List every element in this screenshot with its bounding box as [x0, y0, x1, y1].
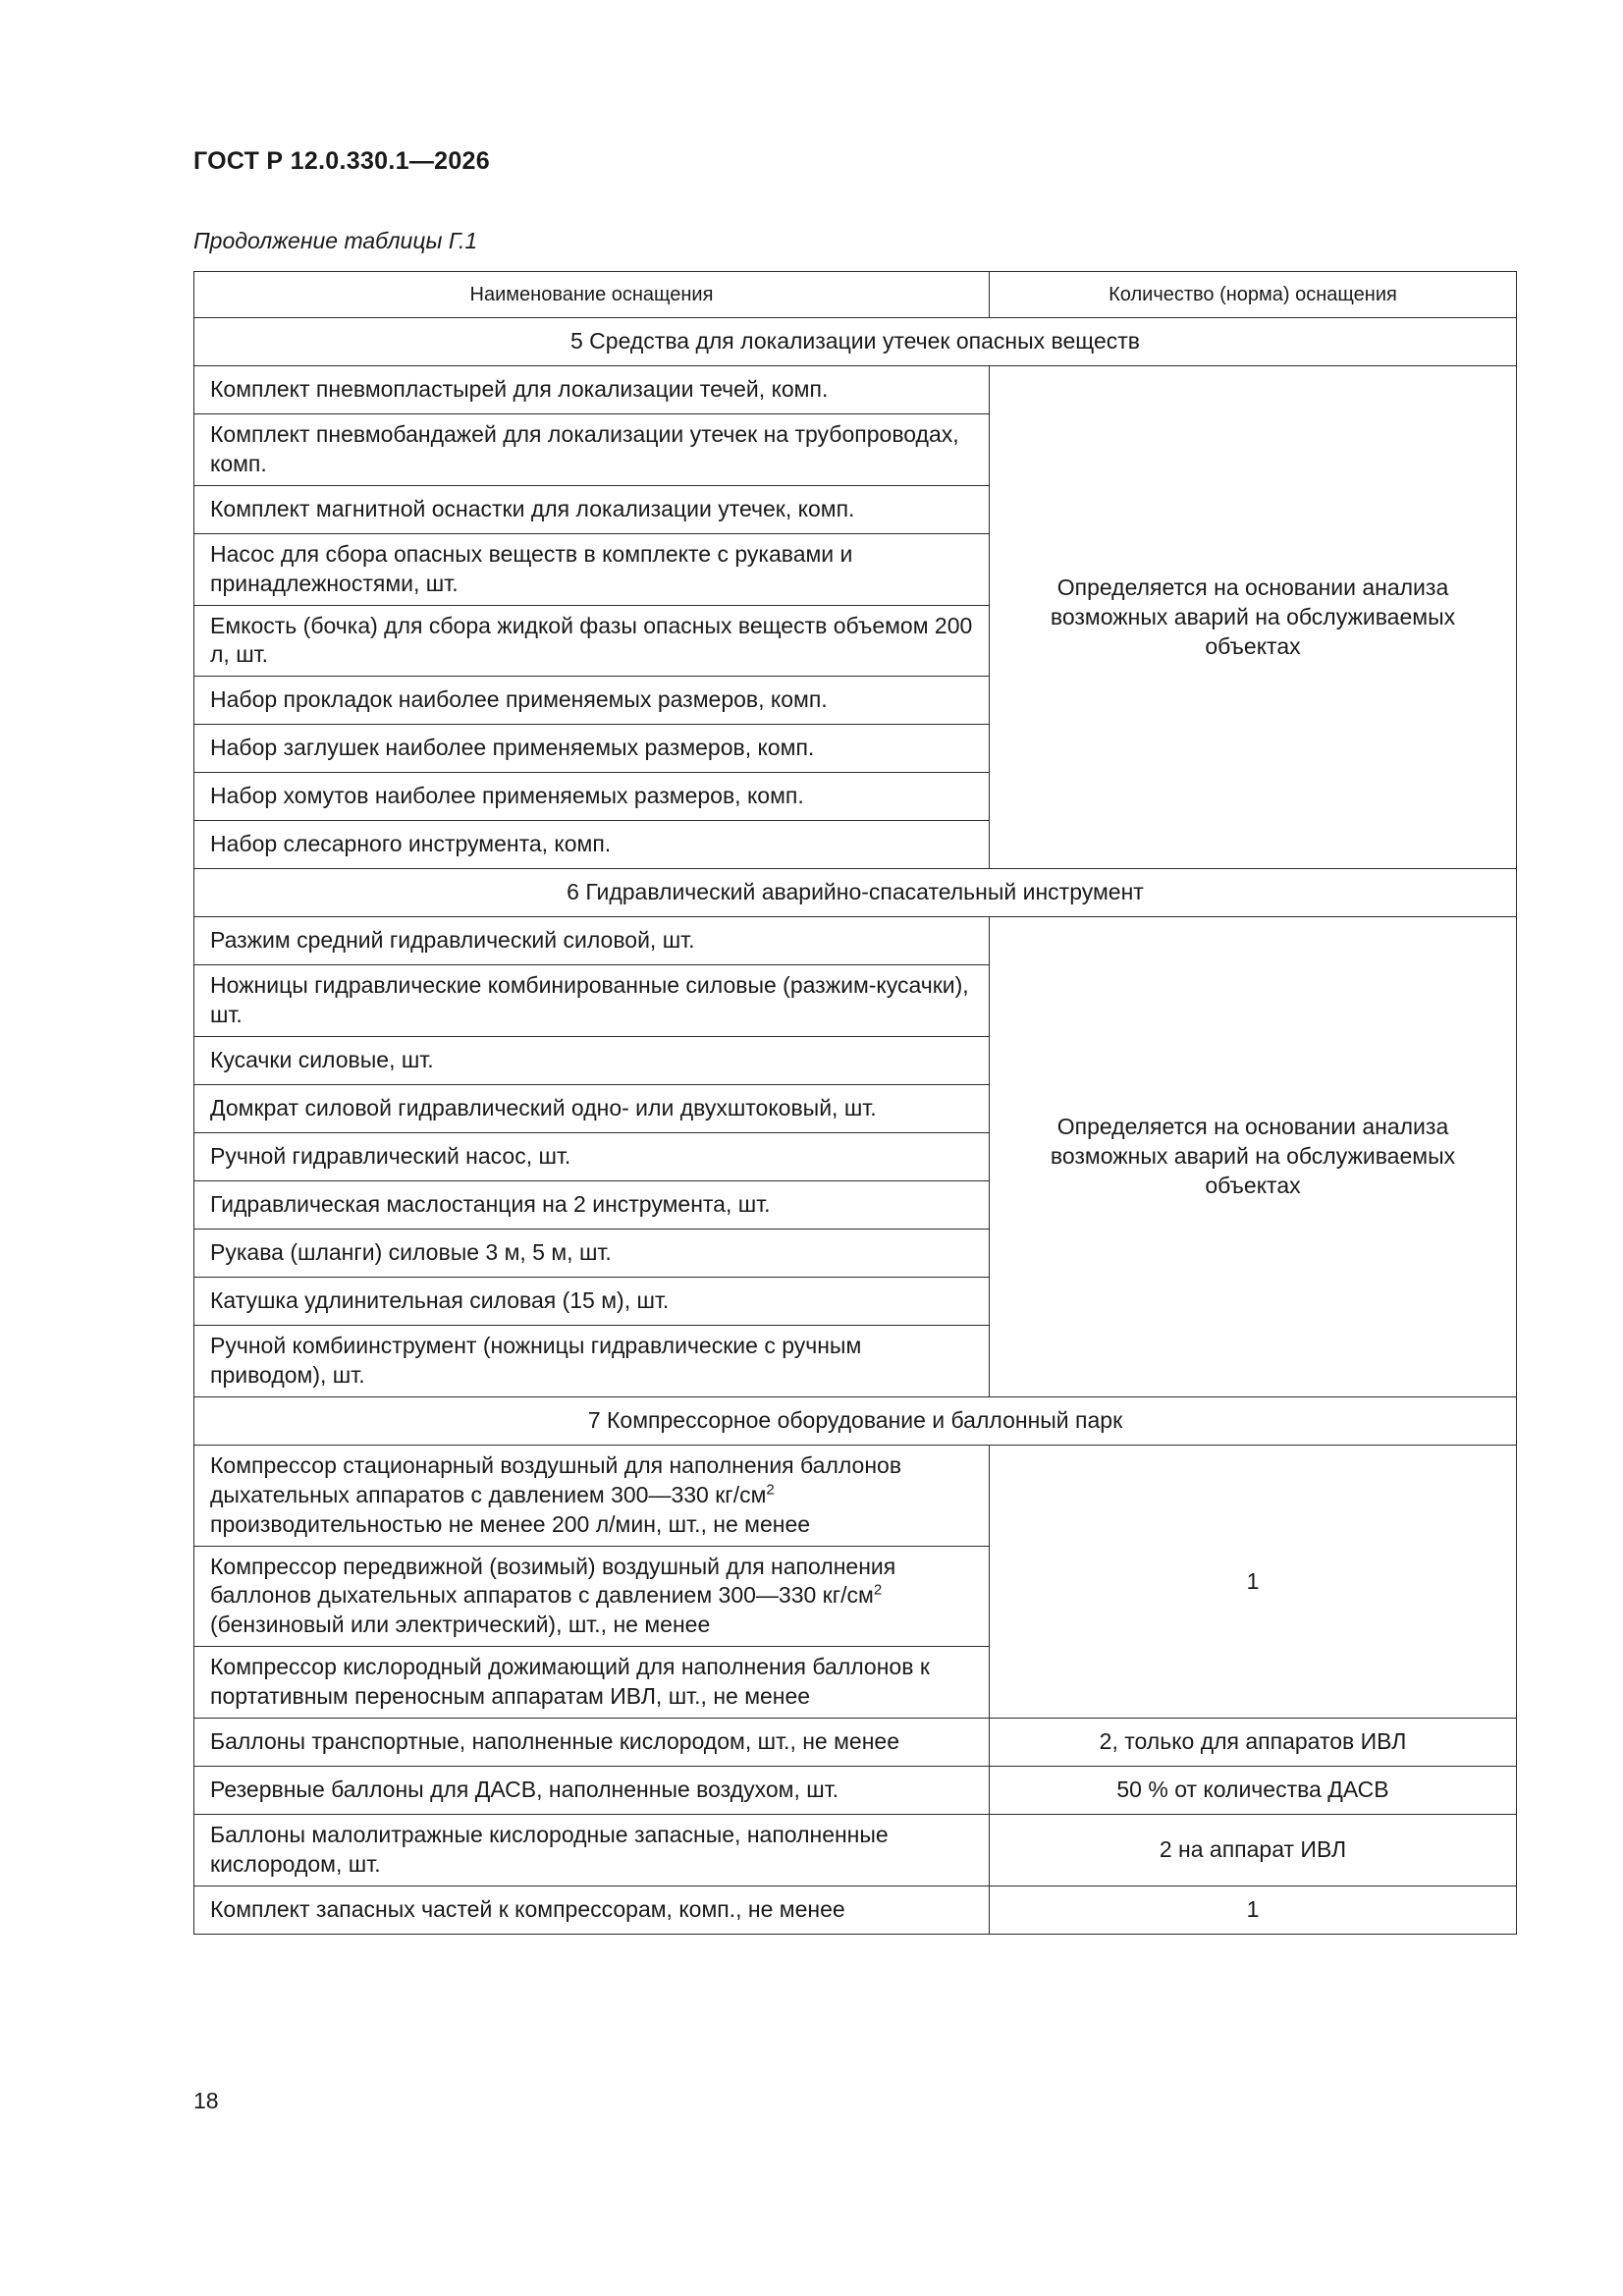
- item-name: Разжим средний гидравлический силовой, шт.: [194, 917, 990, 965]
- table-row: [194, 1886, 1517, 1934]
- item-name: Комплект пневмобандажей для локализации утечек на трубопроводах, комп.: [194, 414, 990, 486]
- table-row: [194, 1445, 1517, 1546]
- table-row: [194, 917, 1517, 965]
- item-text: Компрессор кислородный дожимающий для наполнения баллонов к портативным переносным аппаратам ИВЛ, шт., не менее: [210, 1654, 930, 1710]
- item-name: Набор слесарного инструмента, комп.: [194, 821, 990, 869]
- section-row: [194, 869, 1517, 917]
- item-name: Катушка удлинительная силовая (15 м), шт.: [194, 1278, 990, 1326]
- table-row: [194, 1719, 1517, 1767]
- item-name: [194, 1445, 990, 1546]
- section-title: 7 Компрессорное оборудование и баллонный парк: [194, 1396, 1517, 1445]
- table-row: [194, 366, 1517, 414]
- section-row: [194, 318, 1517, 366]
- item-name: Емкость (бочка) для сбора жидкой фазы опасных веществ объемом 200 л, шт.: [194, 605, 990, 677]
- table-caption: Продолжение таблицы Г.1: [193, 228, 478, 253]
- section-row: [194, 1396, 1517, 1445]
- item-name: [194, 1546, 990, 1647]
- item-name: Кусачки силовые, шт.: [194, 1037, 990, 1085]
- document-header: ГОСТ Р 12.0.330.1—2026: [193, 147, 490, 175]
- item-name: Гидравлическая маслостанция на 2 инструмента, шт.: [194, 1181, 990, 1230]
- item-name: Комплект запасных частей к компрессорам, комп., не менее: [194, 1886, 990, 1934]
- item-name: Комплект магнитной оснастки для локализации утечек, комп.: [194, 485, 990, 533]
- table-header-row: [194, 272, 1517, 318]
- item-quantity: 2, только для аппаратов ИВЛ: [990, 1719, 1517, 1767]
- table-row: [194, 1767, 1517, 1815]
- item-quantity: Определяется на основании анализа возможных аварий на обслуживаемых объектах: [990, 917, 1517, 1397]
- item-name: Ручной комбиинструмент (ножницы гидравлические с ручным приводом), шт.: [194, 1326, 990, 1397]
- item-text-tail: (бензиновый или электрический), шт., не менее: [210, 1612, 711, 1638]
- section-title: 5 Средства для локализации утечек опасных веществ: [194, 318, 1517, 366]
- item-quantity: Определяется на основании анализа возможных аварий на обслуживаемых объектах: [990, 366, 1517, 869]
- item-name: Рукава (шланги) силовые 3 м, 5 м, шт.: [194, 1230, 990, 1278]
- item-name: Домкрат силовой гидравлический одно- или двухштоковый, шт.: [194, 1085, 990, 1133]
- item-quantity: 1: [990, 1445, 1517, 1718]
- item-text: Компрессор передвижной (возимый) воздушный для наполнения баллонов дыхательных аппаратов с давлением 300—330 кг/см: [210, 1553, 896, 1609]
- item-name: Ручной гидравлический насос, шт.: [194, 1133, 990, 1181]
- section-title: 6 Гидравлический аварийно-спасательный инструмент: [194, 869, 1517, 917]
- item-text-tail: производительностью не менее 200 л/мин, шт., не менее: [210, 1510, 811, 1537]
- item-name: [194, 1647, 990, 1719]
- item-name: Набор заглушек наиболее применяемых размеров, комп.: [194, 725, 990, 773]
- column-header-name: Наименование оснащения: [194, 272, 990, 318]
- item-quantity: 50 % от количества ДАСВ: [990, 1767, 1517, 1815]
- item-quantity: 1: [990, 1886, 1517, 1934]
- item-quantity: 2 на аппарат ИВЛ: [990, 1815, 1517, 1886]
- table-row: [194, 1815, 1517, 1886]
- item-superscript: 2: [766, 1481, 775, 1499]
- item-text: Компрессор стационарный воздушный для наполнения баллонов дыхательных аппаратов с давлением 300—330 кг/см: [210, 1451, 902, 1507]
- item-name: Баллоны малолитражные кислородные запасные, наполненные кислородом, шт.: [194, 1815, 990, 1886]
- item-name: Насос для сбора опасных веществ в комплекте с рукавами и принадлежностями, шт.: [194, 533, 990, 605]
- item-name: Баллоны транспортные, наполненные кислородом, шт., не менее: [194, 1719, 990, 1767]
- item-name: Набор прокладок наиболее применяемых размеров, комп.: [194, 677, 990, 725]
- equipment-table: [193, 271, 1517, 1935]
- page-number: 18: [193, 2088, 219, 2113]
- item-name: Ножницы гидравлические комбинированные силовые (разжим-кусачки), шт.: [194, 965, 990, 1037]
- item-name: Набор хомутов наиболее применяемых размеров, комп.: [194, 773, 990, 821]
- item-name: Комплект пневмопластырей для локализации течей, комп.: [194, 366, 990, 414]
- item-name: Резервные баллоны для ДАСВ, наполненные воздухом, шт.: [194, 1767, 990, 1815]
- column-header-quantity: Количество (норма) оснащения: [990, 272, 1517, 318]
- item-superscript: 2: [873, 1581, 883, 1599]
